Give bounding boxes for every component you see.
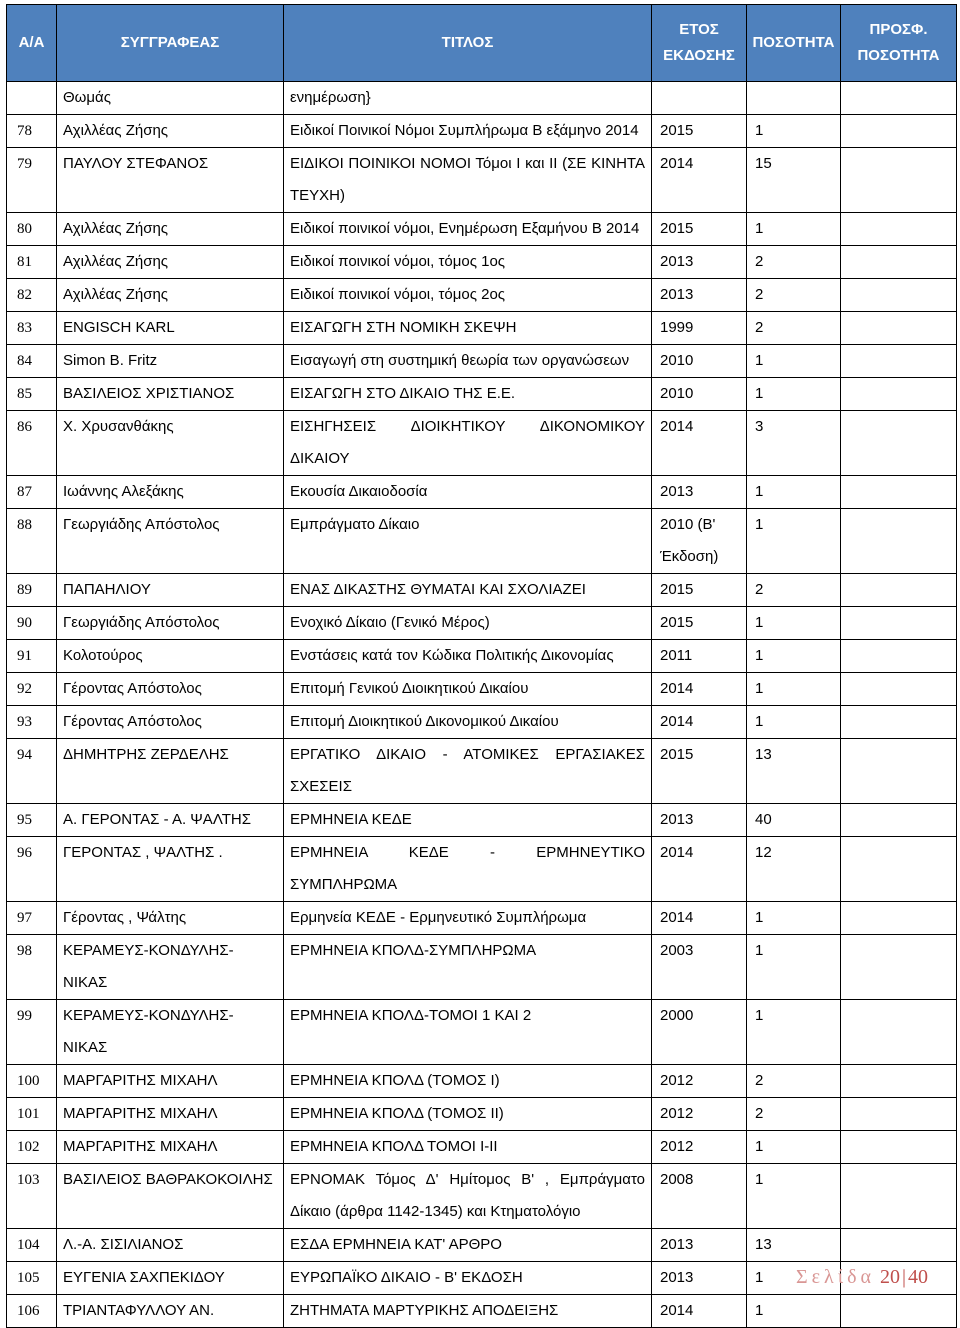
cell-title: ΕΡΜΗΝΕΙΑ ΚΠΟΛΔ-ΣΥΜΠΛΗΡΩΜΑ bbox=[284, 935, 652, 1000]
cell-title: Επιτομή Διοικητικού Δικονομικού Δικαίου bbox=[284, 706, 652, 739]
header-author: ΣΥΓΓΡΑΦΕΑΣ bbox=[57, 5, 284, 82]
cell-author: ΒΑΣΙΛΕΙΟΣ ΧΡΙΣΤΙΑΝΟΣ bbox=[57, 378, 284, 411]
cell-aa: 89 bbox=[7, 574, 57, 607]
cell-qty: 1 bbox=[747, 706, 841, 739]
cell-offered-qty bbox=[841, 476, 957, 509]
cell-title: Ειδικοί ποινικοί νόμοι, τόμος 2ος bbox=[284, 279, 652, 312]
cell-title: ΕΡΜΗΝΕΙΑ ΚΠΟΛΔ (ΤΟΜΟΣ ΙΙ) bbox=[284, 1098, 652, 1131]
cell-title: Εισαγωγή στη συστημική θεωρία των οργανώσεων bbox=[284, 345, 652, 378]
cell-qty: 1 bbox=[747, 673, 841, 706]
cell-qty: 2 bbox=[747, 312, 841, 345]
table-row bbox=[7, 476, 957, 509]
cell-author: ΔΗΜΗΤΡΗΣ ΖΕΡΔΕΛΗΣ bbox=[57, 739, 284, 804]
cell-aa: 83 bbox=[7, 312, 57, 345]
cell-author: Γεωργιάδης Απόστολος bbox=[57, 607, 284, 640]
cell-year: 2014 bbox=[652, 706, 747, 739]
cell-qty: 2 bbox=[747, 574, 841, 607]
cell-aa: 79 bbox=[7, 148, 57, 213]
header-year bbox=[652, 5, 747, 82]
cell-offered-qty bbox=[841, 1295, 957, 1328]
table-row bbox=[7, 1164, 957, 1229]
cell-aa: 104 bbox=[7, 1229, 57, 1262]
table-row bbox=[7, 148, 957, 213]
cell-aa: 78 bbox=[7, 115, 57, 148]
table-row bbox=[7, 706, 957, 739]
table-row bbox=[7, 1131, 957, 1164]
cell-qty: 1 bbox=[747, 345, 841, 378]
cell-title: ΕΙΣΑΓΩΓΗ ΣΤΟ ΔΙΚΑΙΟ ΤΗΣ Ε.Ε. bbox=[284, 378, 652, 411]
cell-qty: 1 bbox=[747, 213, 841, 246]
header-aa: Α/Α bbox=[7, 5, 57, 82]
table-row bbox=[7, 837, 957, 902]
cell-aa: 100 bbox=[7, 1065, 57, 1098]
cell-aa: 88 bbox=[7, 509, 57, 574]
table-row bbox=[7, 312, 957, 345]
cell-title: Επιτομή Γενικού Διοικητικού Δικαίου bbox=[284, 673, 652, 706]
cell-aa: 105 bbox=[7, 1262, 57, 1295]
cell-title: ΕΡΝΟΜΑΚ Τόμος Δ' Ημίτομος Β' , Εμπράγματο Δίκαιο (άρθρα 1142-1345) και Κτηματολόγιο bbox=[284, 1164, 652, 1229]
cell-aa: 86 bbox=[7, 411, 57, 476]
cell-offered-qty bbox=[841, 837, 957, 902]
table-row bbox=[7, 1098, 957, 1131]
cell-author: Λ.-Α. ΣΙΣΙΛΙΑΝΟΣ bbox=[57, 1229, 284, 1262]
header-year-line1: ΕΤΟΣ bbox=[679, 21, 719, 38]
cell-year: 2014 bbox=[652, 148, 747, 213]
table-row bbox=[7, 607, 957, 640]
cell-offered-qty bbox=[841, 1164, 957, 1229]
cell-offered-qty bbox=[841, 312, 957, 345]
cell-offered-qty bbox=[841, 706, 957, 739]
cell-title: ΕΡΜΗΝΕΙΑ ΚΠΟΛΔ ΤΟΜΟΙ Ι-ΙΙ bbox=[284, 1131, 652, 1164]
cell-offered-qty bbox=[841, 1229, 957, 1262]
cell-author: Γεωργιάδης Απόστολος bbox=[57, 509, 284, 574]
cell-title: Εκουσία Δικαιοδοσία bbox=[284, 476, 652, 509]
cell-qty: 1 bbox=[747, 902, 841, 935]
cell-aa: 102 bbox=[7, 1131, 57, 1164]
cell-qty: 12 bbox=[747, 837, 841, 902]
cell-aa: 98 bbox=[7, 935, 57, 1000]
cell-author: Simon B. Fritz bbox=[57, 345, 284, 378]
cell-offered-qty bbox=[841, 115, 957, 148]
cell-title: ΕΡΜΗΝΕΙΑ ΚΠΟΛΔ (ΤΟΜΟΣ Ι) bbox=[284, 1065, 652, 1098]
cell-title: ΕΣΔΑ ΕΡΜΗΝΕΙΑ ΚΑΤ' ΑΡΘΡΟ bbox=[284, 1229, 652, 1262]
cell-author: Χ. Χρυσανθάκης bbox=[57, 411, 284, 476]
cell-aa: 94 bbox=[7, 739, 57, 804]
cell-offered-qty bbox=[841, 640, 957, 673]
table-row bbox=[7, 378, 957, 411]
cell-offered-qty bbox=[841, 574, 957, 607]
header-offered-qty bbox=[841, 5, 957, 82]
cell-year: 2014 bbox=[652, 902, 747, 935]
cell-offered-qty bbox=[841, 279, 957, 312]
cell-offered-qty bbox=[841, 1131, 957, 1164]
table-row bbox=[7, 1229, 957, 1262]
table-row bbox=[7, 804, 957, 837]
cell-qty: 1 bbox=[747, 1000, 841, 1065]
cell-title: Ερμηνεία ΚΕΔΕ - Ερμηνευτικό Συμπλήρωμα bbox=[284, 902, 652, 935]
cell-offered-qty bbox=[841, 213, 957, 246]
cell-aa: 103 bbox=[7, 1164, 57, 1229]
cell-year: 2013 bbox=[652, 246, 747, 279]
table-row bbox=[7, 246, 957, 279]
cell-author: Θωμάς bbox=[57, 82, 284, 115]
cell-title: Ειδικοί ποινικοί νόμοι, τόμος 1ος bbox=[284, 246, 652, 279]
cell-year: 1999 bbox=[652, 312, 747, 345]
cell-qty: 1 bbox=[747, 115, 841, 148]
cell-title: ΕΡΜΗΝΕΙΑ ΚΠΟΛΔ-ΤΟΜΟΙ 1 ΚΑΙ 2 bbox=[284, 1000, 652, 1065]
cell-aa: 92 bbox=[7, 673, 57, 706]
cell-year: 2011 bbox=[652, 640, 747, 673]
cell-year: 2012 bbox=[652, 1131, 747, 1164]
page-footer bbox=[796, 1266, 928, 1289]
cell-offered-qty bbox=[841, 345, 957, 378]
cell-title: Ενστάσεις κατά τον Κώδικα Πολιτικής Δικονομίας bbox=[284, 640, 652, 673]
cell-year: 2003 bbox=[652, 935, 747, 1000]
cell-aa: 101 bbox=[7, 1098, 57, 1131]
cell-author: Κολοτούρος bbox=[57, 640, 284, 673]
cell-year: 2010 bbox=[652, 378, 747, 411]
cell-offered-qty bbox=[841, 378, 957, 411]
cell-qty: 1 bbox=[747, 1164, 841, 1229]
header-qty: ΠΟΣΟΤΗΤΑ bbox=[747, 5, 841, 82]
table-row bbox=[7, 1065, 957, 1098]
cell-year: 2014 bbox=[652, 837, 747, 902]
cell-year: 2014 bbox=[652, 411, 747, 476]
cell-qty: 2 bbox=[747, 246, 841, 279]
cell-qty: 3 bbox=[747, 411, 841, 476]
cell-qty: 13 bbox=[747, 1229, 841, 1262]
cell-aa: 95 bbox=[7, 804, 57, 837]
cell-qty: 1 bbox=[747, 476, 841, 509]
cell-offered-qty bbox=[841, 246, 957, 279]
cell-author: ΚΕΡΑΜΕΥΣ-ΚΟΝΔΥΛΗΣ-ΝΙΚΑΣ bbox=[57, 935, 284, 1000]
page-label: Σελίδα bbox=[795, 1266, 875, 1288]
cell-offered-qty bbox=[841, 804, 957, 837]
cell-qty: 1 bbox=[747, 1131, 841, 1164]
cell-title: Εμπράγματο Δίκαιο bbox=[284, 509, 652, 574]
cell-title: ΕΙΣΗΓΗΣΕΙΣ ΔΙΟΙΚΗΤΙΚΟΥ ΔΙΚΟΝΟΜΙΚΟΥ ΔΙΚΑΙΟΥ bbox=[284, 411, 652, 476]
cell-offered-qty bbox=[841, 935, 957, 1000]
cell-aa: 97 bbox=[7, 902, 57, 935]
cell-qty: 1 bbox=[747, 640, 841, 673]
cell-year: 2015 bbox=[652, 574, 747, 607]
cell-year: 2010 bbox=[652, 345, 747, 378]
cell-year: 2013 bbox=[652, 1229, 747, 1262]
cell-aa: 96 bbox=[7, 837, 57, 902]
cell-author: ΜΑΡΓΑΡΙΤΗΣ ΜΙΧΑΗΛ bbox=[57, 1131, 284, 1164]
cell-offered-qty bbox=[841, 1065, 957, 1098]
cell-year: 2014 bbox=[652, 673, 747, 706]
cell-qty bbox=[747, 82, 841, 115]
cell-author: Αχιλλέας Ζήσης bbox=[57, 279, 284, 312]
cell-year: 2015 bbox=[652, 213, 747, 246]
cell-author: Αχιλλέας Ζήσης bbox=[57, 115, 284, 148]
cell-author: ΠΑΠΑΗΛΙΟΥ bbox=[57, 574, 284, 607]
books-table bbox=[6, 4, 957, 1328]
cell-author: ΚΕΡΑΜΕΥΣ-ΚΟΝΔΥΛΗΣ-ΝΙΚΑΣ bbox=[57, 1000, 284, 1065]
cell-year: 2014 bbox=[652, 1295, 747, 1328]
table-row bbox=[7, 279, 957, 312]
table-header bbox=[7, 5, 957, 82]
table-row bbox=[7, 509, 957, 574]
cell-offered-qty bbox=[841, 673, 957, 706]
cell-qty: 2 bbox=[747, 1098, 841, 1131]
table-row bbox=[7, 739, 957, 804]
cell-author: Γέροντας Απόστολος bbox=[57, 706, 284, 739]
cell-author: Α. ΓΕΡΟΝΤΑΣ - Α. ΨΑΛΤΗΣ bbox=[57, 804, 284, 837]
cell-qty: 1 bbox=[747, 1262, 841, 1295]
cell-author: Γέροντας , Ψάλτης bbox=[57, 902, 284, 935]
cell-author: ΒΑΣΙΛΕΙΟΣ ΒΑΘΡΑΚΟΚΟΙΛΗΣ bbox=[57, 1164, 284, 1229]
cell-offered-qty bbox=[841, 1000, 957, 1065]
cell-author: Γέροντας Απόστολος bbox=[57, 673, 284, 706]
cell-title: Ειδικοί ποινικοί νόμοι, Ενημέρωση Εξαμήνου Β 2014 bbox=[284, 213, 652, 246]
cell-title: ΕΥΡΩΠΑΪΚΟ ΔΙΚΑΙΟ - Β' ΕΚΔΟΣΗ bbox=[284, 1262, 652, 1295]
cell-aa: 80 bbox=[7, 213, 57, 246]
header-offered-qty-line1: ΠΡΟΣΦ. bbox=[869, 21, 928, 38]
cell-title: ΕΡΜΗΝΕΙΑ ΚΕΔΕ bbox=[284, 804, 652, 837]
cell-aa: 85 bbox=[7, 378, 57, 411]
cell-title: ΖΗΤΗΜΑΤΑ ΜΑΡΤΥΡΙΚΗΣ ΑΠΟΔΕΙΞΗΣ bbox=[284, 1295, 652, 1328]
table-row bbox=[7, 411, 957, 476]
cell-offered-qty bbox=[841, 739, 957, 804]
cell-title: ΕΡΓΑΤΙΚΟ ΔΙΚΑΙΟ - ΑΤΟΜΙΚΕΣ ΕΡΓΑΣΙΑΚΕΣ ΣΧΕΣΕΙΣ bbox=[284, 739, 652, 804]
cell-year: 2008 bbox=[652, 1164, 747, 1229]
cell-offered-qty bbox=[841, 82, 957, 115]
cell-offered-qty bbox=[841, 509, 957, 574]
cell-author: ENGISCH KARL bbox=[57, 312, 284, 345]
cell-author: Αχιλλέας Ζήσης bbox=[57, 246, 284, 279]
cell-qty: 2 bbox=[747, 1065, 841, 1098]
table-row bbox=[7, 213, 957, 246]
table-row bbox=[7, 1295, 957, 1328]
cell-year: 2012 bbox=[652, 1098, 747, 1131]
cell-title: ΕΝΑΣ ΔΙΚΑΣΤΗΣ ΘΥΜΑΤΑΙ ΚΑΙ ΣΧΟΛΙΑΖΕΙ bbox=[284, 574, 652, 607]
cell-aa: 84 bbox=[7, 345, 57, 378]
cell-title: Ειδικοί Ποινικοί Νόμοι Συμπλήρωμα Β εξάμηνο 2014 bbox=[284, 115, 652, 148]
cell-aa: 106 bbox=[7, 1295, 57, 1328]
cell-year: 2015 bbox=[652, 115, 747, 148]
table-row bbox=[7, 345, 957, 378]
cell-qty: 1 bbox=[747, 935, 841, 1000]
cell-title: ΕΙΔΙΚΟΙ ΠΟΙΝΙΚΟΙ ΝΟΜΟΙ Τόμοι Ι και ΙΙ (ΣΕ ΚΙΝΗΤΑ ΤΕΥΧΗ) bbox=[284, 148, 652, 213]
cell-year: 2000 bbox=[652, 1000, 747, 1065]
table-row bbox=[7, 640, 957, 673]
cell-qty: 1 bbox=[747, 1295, 841, 1328]
page-number: 20 bbox=[879, 1266, 900, 1288]
table-body bbox=[7, 82, 957, 1328]
cell-year: 2013 bbox=[652, 279, 747, 312]
cell-author: ΓΕΡΟΝΤΑΣ , ΨΑΛΤΗΣ . bbox=[57, 837, 284, 902]
page-separator: | bbox=[901, 1266, 906, 1288]
cell-year: 2013 bbox=[652, 804, 747, 837]
cell-author: ΤΡΙΑΝΤΑΦΥΛΛΟΥ ΑΝ. bbox=[57, 1295, 284, 1328]
cell-year: 2015 bbox=[652, 739, 747, 804]
cell-qty: 15 bbox=[747, 148, 841, 213]
header-row bbox=[7, 5, 957, 82]
cell-year: 2013 bbox=[652, 476, 747, 509]
header-year-line2: ΕΚΔΟΣΗΣ bbox=[663, 47, 735, 64]
cell-title: ΕΡΜΗΝΕΙΑ ΚΕΔΕ - ΕΡΜΗΝΕΥΤΙΚΟ ΣΥΜΠΛΗΡΩΜΑ bbox=[284, 837, 652, 902]
cell-offered-qty bbox=[841, 148, 957, 213]
table-row bbox=[7, 935, 957, 1000]
cell-aa: 93 bbox=[7, 706, 57, 739]
cell-qty: 1 bbox=[747, 378, 841, 411]
cell-aa bbox=[7, 82, 57, 115]
cell-year bbox=[652, 82, 747, 115]
cell-author: ΠΑΥΛΟΥ ΣΤΕΦΑΝΟΣ bbox=[57, 148, 284, 213]
cell-author: Αχιλλέας Ζήσης bbox=[57, 213, 284, 246]
cell-year: 2012 bbox=[652, 1065, 747, 1098]
table-row bbox=[7, 115, 957, 148]
cell-offered-qty bbox=[841, 902, 957, 935]
cell-aa: 91 bbox=[7, 640, 57, 673]
cell-author: ΕΥΓΕΝΙΑ ΣΑΧΠΕΚΙΔΟΥ bbox=[57, 1262, 284, 1295]
cell-title: ΕΙΣΑΓΩΓΗ ΣΤΗ ΝΟΜΙΚΗ ΣΚΕΨΗ bbox=[284, 312, 652, 345]
table-row bbox=[7, 574, 957, 607]
cell-aa: 90 bbox=[7, 607, 57, 640]
cell-title: Ενοχικό Δίκαιο (Γενικό Μέρος) bbox=[284, 607, 652, 640]
cell-offered-qty bbox=[841, 607, 957, 640]
cell-year: 2015 bbox=[652, 607, 747, 640]
cell-qty: 13 bbox=[747, 739, 841, 804]
header-title: ΤΙΤΛΟΣ bbox=[284, 5, 652, 82]
cell-aa: 82 bbox=[7, 279, 57, 312]
header-offered-qty-line2: ΠΟΣΟΤΗΤΑ bbox=[857, 47, 940, 64]
cell-author: Ιωάννης Αλεξάκης bbox=[57, 476, 284, 509]
cell-aa: 81 bbox=[7, 246, 57, 279]
cell-offered-qty bbox=[841, 1098, 957, 1131]
cell-qty: 40 bbox=[747, 804, 841, 837]
table-row bbox=[7, 1000, 957, 1065]
table-row bbox=[7, 82, 957, 115]
cell-title: ενημέρωση} bbox=[284, 82, 652, 115]
cell-aa: 87 bbox=[7, 476, 57, 509]
cell-offered-qty bbox=[841, 411, 957, 476]
cell-year: 2010 (Β' Έκδοση) bbox=[652, 509, 747, 574]
cell-year: 2013 bbox=[652, 1262, 747, 1295]
table-row bbox=[7, 902, 957, 935]
cell-qty: 1 bbox=[747, 509, 841, 574]
cell-qty: 2 bbox=[747, 279, 841, 312]
cell-aa: 99 bbox=[7, 1000, 57, 1065]
cell-author: ΜΑΡΓΑΡΙΤΗΣ ΜΙΧΑΗΛ bbox=[57, 1098, 284, 1131]
cell-qty: 1 bbox=[747, 607, 841, 640]
page-total: 40 bbox=[908, 1266, 928, 1288]
table-row bbox=[7, 673, 957, 706]
cell-author: ΜΑΡΓΑΡΙΤΗΣ ΜΙΧΑΗΛ bbox=[57, 1065, 284, 1098]
